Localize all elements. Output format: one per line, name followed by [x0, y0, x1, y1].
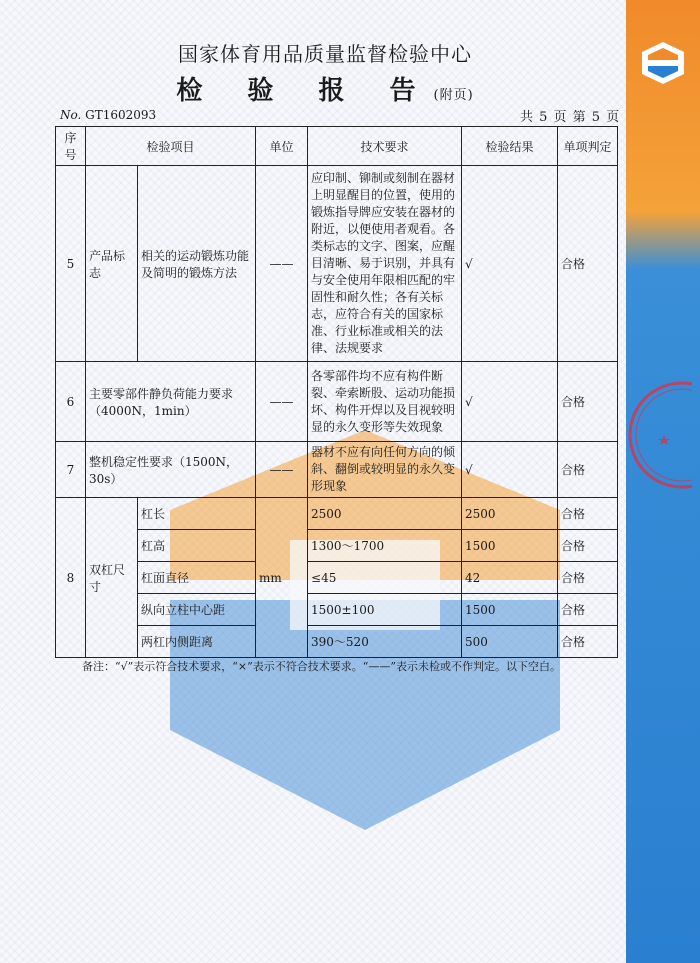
official-seal-icon [612, 375, 692, 495]
inspection-table [55, 126, 618, 658]
sub-verdict: 合格 [558, 626, 618, 658]
table-row [56, 362, 618, 442]
row-requirement: 应印制、铆制或刻制在器材上明显醒目的位置，使用的锻炼指导牌应安装在器材的附近，以便使用者观看。各类标志的文字、图案，应醒目清晰、易于识别，并具有与安全使用年限相匹配的牢固性和耐久性；各有关标志，应符合有关的国家标准、行业标准或相关的法律、法规要求 [308, 166, 462, 362]
row-no: 8 [56, 498, 86, 658]
report-title [0, 70, 650, 107]
row-requirement: 各零部件均不应有构件断裂、牵索断股、运动功能损坏、构件开焊以及目视较明显的永久变形等失效现象 [308, 362, 462, 442]
sub-item: 杠长 [138, 498, 256, 530]
report-number [60, 108, 156, 122]
row-item: 整机稳定性要求（1500N，30s） [86, 442, 256, 498]
org-title: 国家体育用品质量监督检验中心 [178, 42, 472, 66]
row-item: 主要零部件静负荷能力要求（4000N，1min） [86, 362, 256, 442]
sub-requirement: ≤45 [308, 562, 462, 594]
header-item: 检验项目 [86, 127, 256, 166]
header-unit: 单位 [256, 127, 308, 166]
row-unit: —— [256, 166, 308, 362]
row-result: √ [462, 166, 558, 362]
row-result: √ [462, 362, 558, 442]
row-item: 双杠尺寸 [86, 498, 138, 658]
header-result: 检验结果 [462, 127, 558, 166]
report-number-label: No. [60, 108, 82, 122]
sub-item: 纵向立柱中心距 [138, 594, 256, 626]
table-row [56, 166, 618, 362]
report-title-text: 检 验 报 告 [176, 76, 434, 106]
sub-requirement: 1300～1700 [308, 530, 462, 562]
remark-note: 备注：“√”表示符合技术要求，“×”表示不符合技术要求。“——”表示未检或不作判定。以下空白。 [82, 660, 561, 673]
sub-requirement: 2500 [308, 498, 462, 530]
sub-item: 杠面直径 [138, 562, 256, 594]
table-row [56, 530, 618, 562]
row-verdict: 合格 [558, 362, 618, 442]
row-verdict: 合格 [558, 166, 618, 362]
row-no: 6 [56, 362, 86, 442]
sub-result: 42 [462, 562, 558, 594]
sub-verdict: 合格 [558, 594, 618, 626]
table-row [56, 442, 618, 498]
row-unit: —— [256, 442, 308, 498]
row-result: √ [462, 442, 558, 498]
row-item: 产品标志 [86, 166, 138, 362]
row-requirement: 器材不应有向任何方向的倾斜、翻倒或较明显的永久变形现象 [308, 442, 462, 498]
sub-verdict: 合格 [558, 530, 618, 562]
table-row [56, 498, 618, 530]
sub-requirement: 390～520 [308, 626, 462, 658]
header-verdict: 单项判定 [558, 127, 618, 166]
sub-verdict: 合格 [558, 498, 618, 530]
row-verdict: 合格 [558, 442, 618, 498]
row-unit: mm [256, 498, 308, 658]
row-no: 7 [56, 442, 86, 498]
report-number-value: GT1602093 [85, 108, 157, 122]
table-header-row [56, 127, 618, 166]
sub-requirement: 1500±100 [308, 594, 462, 626]
row-subitem: 相关的运动锻炼功能及简明的锻炼方法 [138, 166, 256, 362]
table-row [56, 594, 618, 626]
page-count: 共 5 页 第 5 页 [520, 110, 621, 125]
sub-item: 杠高 [138, 530, 256, 562]
report-title-suffix: (附页) [433, 88, 474, 103]
row-no: 5 [56, 166, 86, 362]
table-row [56, 626, 618, 658]
sub-item: 两杠内侧距离 [138, 626, 256, 658]
sub-verdict: 合格 [558, 562, 618, 594]
header-requirement: 技术要求 [308, 127, 462, 166]
header-no: 序号 [56, 127, 86, 166]
sub-result: 1500 [462, 594, 558, 626]
sub-result: 1500 [462, 530, 558, 562]
row-unit: —— [256, 362, 308, 442]
table-row [56, 562, 618, 594]
sub-result: 2500 [462, 498, 558, 530]
sub-result: 500 [462, 626, 558, 658]
